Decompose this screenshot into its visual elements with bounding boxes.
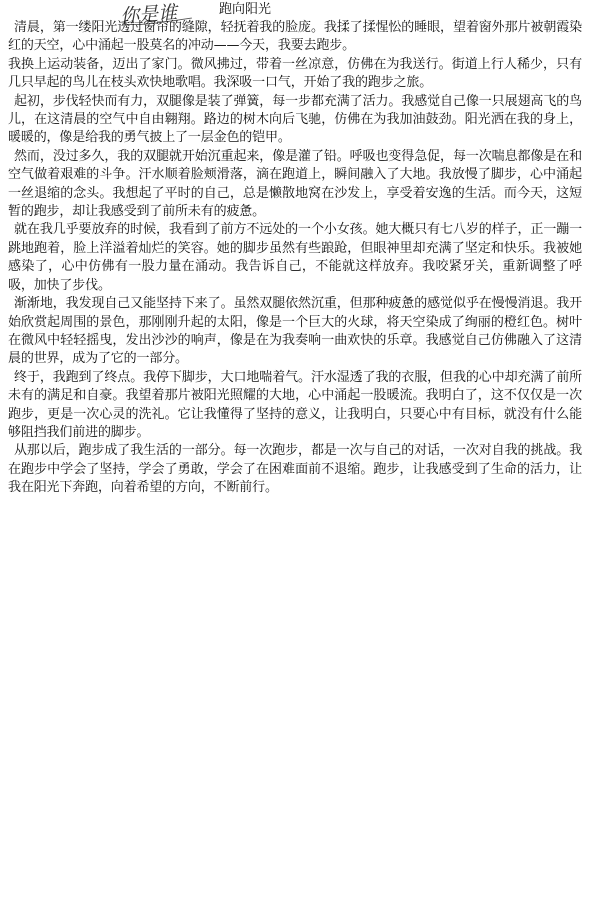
paragraph-7: 终于，我跑到了终点。我停下脚步，大口地喘着气。汗水湿透了我的衣服，但我的心中却充满了前所未有的满足和自豪。我望着那片被阳光照耀的大地，心中涌起一股暖流。我明白了，这不仅仅是一次跑步，更是一次心灵的洗礼。它让我懂得了坚持的意义，让我明白，只要心中有目标，就没有什么能够阻挡我们前进的脚步。 — [8, 369, 582, 440]
essay-body — [8, 19, 582, 498]
paragraph-3: 起初，步伐轻快而有力，双腿像是装了弹簧，每一步都充满了活力。我感觉自己像一只展翅高飞的鸟儿，在这清晨的空气中自由翱翔。路边的树木向后飞驰，仿佛在为我加油鼓劲。阳光洒在我的身上，暖暖的，像是给我的勇气披上了一层金色的铠甲。 — [8, 93, 582, 146]
paragraph-8: 从那以后，跑步成了我生活的一部分。每一次跑步，都是一次与自己的对话，一次对自我的挑战。我在跑步中学会了坚持，学会了勇敢，学会了在困难面前不退缩。跑步，让我感受到了生命的活力，让我在阳光下奔跑，向着希望的方向，不断前行。 — [8, 443, 582, 496]
paragraph-5: 就在我几乎要放弃的时候，我看到了前方不远处的一个小女孩。她大概只有七八岁的样子，正一蹦一跳地跑着，脸上洋溢着灿烂的笑容。她的脚步虽然有些踉跄，但眼神里却充满了坚定和快乐。我被她感染了，心中仿佛有一股力量在涌动。我告诉自己，不能就这样放弃。我咬紧牙关，重新调整了呼吸，加快了步伐。 — [8, 222, 582, 293]
svg-text:你是谁: 你是谁 — [119, 1, 178, 28]
paragraph-6: 渐渐地，我发现自己又能坚持下来了。虽然双腿依然沉重，但那种疲惫的感觉似乎在慢慢消退。我开始欣赏起周围的景色，那刚刚升起的太阳，像是一个巨大的火球，将天空染成了绚丽的橙红色。树叶在微风中轻轻摇曳，发出沙沙的响声，像是在为我奏响一曲欢快的乐章。我感觉自己仿佛融入了这清晨的世界，成为了它的一部分。 — [8, 296, 582, 367]
paragraph-2: 我换上运动装备，迈出了家门。微风拂过，带着一丝凉意，仿佛在为我送行。街道上行人稀少，只有几只早起的鸟儿在枝头欢快地歌唱。我深吸一口气，开始了我的跑步之旅。 — [8, 56, 582, 91]
document-title: 跑向阳光 — [218, 2, 271, 17]
paragraph-4: 然而，没过多久，我的双腿就开始沉重起来，像是灌了铅。呼吸也变得急促，每一次喘息都像是在和空气做着艰难的斗争。汗水顺着脸颊滑落，滴在跑道上，瞬间融入了大地。我放慢了脚步，心中涌起一丝退缩的念头。我想起了平时的自己，总是懒散地窝在沙发上，享受着安逸的生活。而今天，这短暂的跑步，却让我感受到了前所未有的疲惫。 — [8, 148, 582, 220]
paragraph-1: 清晨，第一缕阳光透过窗帘的缝隙，轻抚着我的脸庞。我揉了揉惺忪的睡眼，望着窗外那片被朝霞染红的天空，心中涌起一股莫名的冲动——今天，我要去跑步。 — [8, 20, 582, 54]
